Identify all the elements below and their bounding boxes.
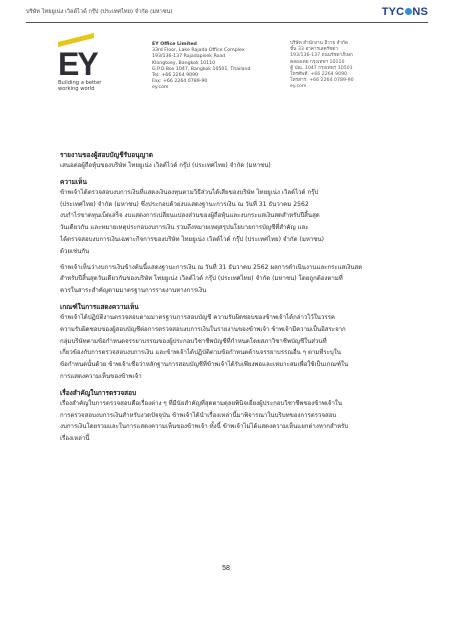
paragraph-line: ข้าพเจ้าได้ตรวจสอบงบการเงินที่แสดงเงินลงทุนตามวิธีส่วนได้เสียของบริษัท ไทยยูเน่ง เวิลด์ไวด์ กรุ๊ป [60,188,319,196]
ey-logo [58,38,118,92]
ey-logo-letters: EY [58,46,97,82]
paragraph [60,398,390,445]
ey-tagline [58,80,118,92]
address-line-th: 193/136-137 ถนนรัชดาภิเษก [290,53,353,59]
address-line: Fax: +66 2264 0789-90 [152,79,208,85]
paragraph-line: ด้วยเช่นกัน [60,247,90,255]
paragraph-line: ควรในสาระสำคัญตามมาตรฐานการรายงานทางการเงิน [60,287,207,295]
paragraph-line: ข้อกำหนดนั้นด้วย ข้าพเจ้าเชื่อว่าหลักฐานการสอบบัญชีที่ข้าพเจ้าได้รับเพียงพอและเหมาะสมเพื่อใช้เป็นเกณฑ์ใน [60,361,349,369]
paragraph-line: เรื่องเหล่านี้ [60,435,90,443]
paragraph-line: งบกำไรขาดทุนเบ็ดเสร็จ งบแสดงการเปลี่ยนแปลงส่วนของผู้ถือหุ้นและงบกระแสเงินสดสำหรับปีสิ้นสุด [60,212,320,220]
paragraph-line: เกี่ยวข้องกับการตรวจสอบงบการเงิน และข้าพเจ้าได้ปฏิบัติตามข้อกำหนดด้านจรรยาบรรณอื่น ๆ ตามที่ระบุใน [60,349,341,357]
address-line: 193/136-137 Rajadapisek Road [152,54,226,60]
report-sections [60,172,390,445]
address-line: Tel: +66 2264 9090 [152,73,199,79]
section-heading: ความเห็น [60,177,87,186]
ey-tagline-line: working world [58,86,95,92]
page-header [26,6,428,22]
ey-tagline-line: Building a better [58,80,102,86]
section-heading: เรื่องสำคัญในการตรวจสอบ [60,388,137,397]
address-line-th: ey.com [290,84,307,90]
auditor-address-th [290,41,354,91]
address-line: ey.com [152,85,169,91]
address-line: G.P.O.Box 1047, Bangkok 10501, Thailand [152,66,251,72]
tycons-logo [382,6,428,18]
paragraph-line: เรื่องสำคัญในการตรวจสอบคือเรื่องต่าง ๆ ที่มีนัยสำคัญที่สุดตามดุลยพินิจเยี่ยงผู้ประกอบวิชาชีพของข้าพเจ้าใน [60,399,343,407]
tycons-logo-dot-icon [405,8,412,15]
report-body [60,150,390,445]
paragraph-line: งบการเงินโดยรวมและในการแสดงความเห็นของข้าพเจ้า ทั้งนี้ ข้าพเจ้าไม่ได้แสดงความเห็นแยกต่างหากสำหรับ [60,423,349,431]
paragraph-line: ข้าพเจ้าเห็นว่างบการเงินข้างต้นนี้แสดงฐานะการเงิน ณ วันที่ 31 ธันวาคม 2562 ผลการดำเนินงานและกระแสเงินสด [60,263,363,271]
paragraph-line: ข้าพเจ้าได้ปฏิบัติงานตรวจสอบตามมาตรฐานการสอบบัญชี ความรับผิดชอบของข้าพเจ้าได้กล่าวไว้ในวรรค [60,313,336,321]
paragraph-line: สำหรับปีสิ้นสุดวันเดียวกันของบริษัท ไทยยูเน่ง เวิลด์ไวด์ กรุ๊ป (ประเทศไทย) จำกัด (มหาชน) โดยถูกต้องตามที่ [60,275,343,283]
paragraph-line: ได้ตรวจสอบงบการเงินเฉพาะกิจการของบริษัท ไทยยูเน่ง เวิลด์ไวด์ กรุ๊ป (ประเทศไทย) จำกัด (มหาชน) [60,235,324,243]
paragraph-line: วันเดียวกัน และหมายเหตุประกอบงบการเงิน รวมถึงหมายเหตุสรุปนโยบายการบัญชีที่สำคัญ และ [60,224,309,232]
report-addressee: เสนอต่อผู้ถือหุ้นของบริษัท ไทยยูเน่ง เวิลด์ไวด์ กรุ๊ป (ประเทศไทย) จำกัด (มหาชน) [60,162,271,169]
paragraph [60,312,390,383]
paragraph-line: (ประเทศไทย) จำกัด (มหาชน) ซึ่งประกอบด้วยงบแสดงฐานะการเงิน ณ วันที่ 31 ธันวาคม 2562 [60,200,309,208]
paragraph [60,262,390,297]
ey-logo-beam-icon [58,33,94,47]
address-line-th: บริษัท สำนักงาน อีวาย จำกัด [290,41,348,46]
address-line-th: ตู้ ปณ. 1047 กรุงเทพฯ 10501 [290,65,353,71]
section-heading: เกณฑ์ในการแสดงความเห็น [60,302,139,311]
address-line: Klongtoey, Bangkok 10110 [152,60,216,66]
tycons-logo-prefix: TYC [381,6,405,18]
address-line-th: คลองเตย กรุงเทพฯ 10110 [290,59,345,65]
auditor-address-en [152,42,251,92]
tycons-logo-suffix: NS [412,6,428,18]
paragraph-line: การตรวจสอบงบการเงินสำหรับงวดปัจจุบัน ข้าพเจ้าได้นำเรื่องเหล่านี้มาพิจารณาในบริบทของการตรวจสอบ [60,411,337,419]
paragraph-line: ความรับผิดชอบของผู้สอบบัญชีต่อการตรวจสอบงบการเงินในรายงานของข้าพเจ้า ข้าพเจ้ามีความเป็นอิสระจาก [60,325,346,333]
page-number: 58 [222,565,230,572]
address-line-th: ชั้น 33 อาคารเลครัชดา [290,47,339,53]
header-company-title: บริษัท ไทยยูเน่ง เวิลด์ไวด์ กรุ๊ป (ประเทศไทย) จำกัด (มหาชน) [26,9,173,15]
address-line: 33rd Floor, Lake Rajada Office Complex [152,48,245,54]
header-divider [26,22,428,23]
paragraph-line: กลุ่มบริษัทตามข้อกำหนดจรรยาบรรณของผู้ประกอบวิชาชีพบัญชีที่กำหนดโดยสภาวิชาชีพบัญชีในส่วนที่ [60,337,327,345]
address-line: EY Office Limited [152,42,197,47]
report-title: รายงานของผู้สอบบัญชีรับอนุญาต [60,151,153,159]
paragraph-line: การแสดงความเห็นของข้าพเจ้า [60,372,142,380]
address-line-th: โทรศัพท์: +66 2264 9090 [290,72,348,78]
address-line-th: โทรสาร: +66 2264 0789-90 [290,78,354,84]
paragraph [60,187,390,258]
